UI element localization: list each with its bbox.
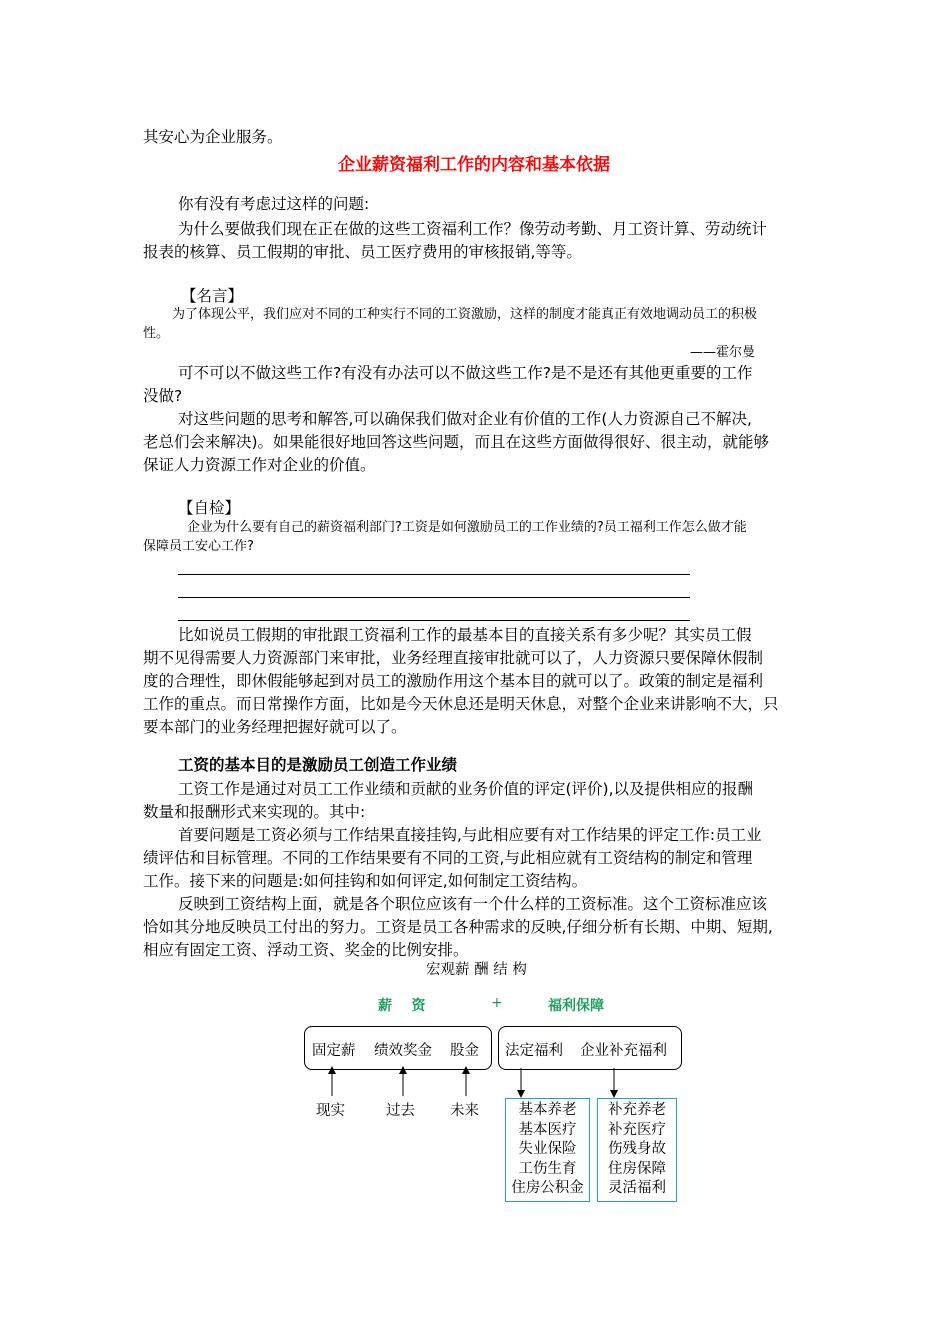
- quote-line: 性。: [143, 326, 170, 341]
- welfare-label: 福利保障: [548, 998, 604, 1014]
- paragraph-line: 对这些问题的思考和解答,可以确保我们做对企业有价值的工作(人力资源自己不解决,: [178, 410, 752, 428]
- quote-author: ——霍尔曼: [690, 345, 756, 360]
- section-line: 恰如其分地反映员工付出的努力。工资是员工各种需求的反映,仔细分析有长期、中期、短期,: [143, 918, 773, 936]
- present-label: 现实: [316, 1103, 345, 1119]
- diagram-title: 宏观薪 酬 结 构: [426, 962, 527, 978]
- self-check-line: 保障员工安心工作?: [143, 539, 254, 554]
- supplement-items-list: [597, 1101, 677, 1199]
- paragraph-line: 比如说员工假期的审批跟工资福利工作的最基本目的直接关系有多少呢？其实员工假: [178, 626, 752, 644]
- intro-line: 报表的核算、员工假期的审批、员工医疗费用的审核报销,等等。: [143, 243, 582, 261]
- equity: 股金: [450, 1043, 479, 1059]
- salary-label: 薪 资: [378, 998, 426, 1014]
- plus-sign: +: [491, 995, 503, 1011]
- statutory-item: 住房公积金: [511, 1180, 584, 1196]
- future-label: 未来: [450, 1103, 479, 1119]
- past-label: 过去: [386, 1103, 415, 1119]
- paragraph-line: 度的合理性，即休假能够起到对员工的激励作用这个基本目的就可以了。政策的制定是福利: [143, 672, 764, 690]
- section-line: 工作。接下来的问题是:如何挂钩和如何评定,如何制定工资结构。: [143, 872, 588, 890]
- performance-bonus: 绩效奖金: [374, 1043, 432, 1059]
- statutory-item: 基本养老: [518, 1102, 577, 1118]
- supplement-item: 补充养老: [608, 1102, 666, 1118]
- supplement-item: 住房保障: [608, 1160, 666, 1177]
- paragraph-line: 要本部门的业务经理把握好就可以了。: [143, 718, 407, 736]
- self-check-heading: 【自检】: [178, 499, 241, 517]
- section-line: 数量和报酬形式来实现的。其中:: [143, 803, 366, 821]
- supplement-item: 补充医疗: [608, 1121, 666, 1138]
- section-line: 相应有固定工资、浮动工资、奖金的比例安排。: [143, 941, 469, 959]
- statutory-item: 失业保险: [518, 1141, 577, 1157]
- top-line: 其安心为企业服务。: [143, 128, 283, 146]
- section-heading: 工资的基本目的是激励员工创造工作业绩: [178, 756, 458, 774]
- quote-heading: 【名言】: [181, 287, 244, 305]
- supplement-item: 伤残身故: [608, 1141, 666, 1157]
- self-check-line: 企业为什么要有自己的薪资福利部门?工资是如何激励员工的工作业绩的?员工福利工作怎么做才能: [187, 520, 747, 535]
- section-line: 绩评估和目标管理。不同的工作结果要有不同的工资,与此相应就有工资结构的制定和管理: [143, 849, 753, 867]
- quote-line: 为了体现公平，我们应对不同的工种实行不同的工资激励，这样的制度才能真正有效地调动员工的积极: [172, 307, 758, 322]
- statutory-welfare: 法定福利: [505, 1043, 563, 1059]
- statutory-items-list: [505, 1101, 590, 1199]
- supplement-item: 灵活福利: [608, 1180, 666, 1196]
- section-line: 首要问题是工资必须与工作结果直接挂钩,与此相应要有对工作结果的评定工作:员工业: [178, 826, 762, 844]
- fixed-pay: 固定薪: [312, 1043, 356, 1059]
- intro-question: 你有没有考虑过这样的问题:: [178, 195, 370, 213]
- paragraph-line: 工作的重点。而日常操作方面，比如是今天休息还是明天休息，对整个企业来讲影响不大，只: [143, 695, 779, 713]
- statutory-item: 基本医疗: [518, 1121, 577, 1138]
- supplementary-welfare: 企业补充福利: [580, 1043, 667, 1059]
- section-line: 反映到工资结构上面，就是各个职位应该有一个什么样的工资标准。这个工资标准应该: [178, 895, 768, 913]
- intro-line: 为什么要做我们现在正在做的这些工资福利工作？像劳动考勤、月工资计算、劳动统计: [178, 220, 768, 238]
- section-line: 工资工作是通过对员工工作业绩和贡献的业务价值的评定(评价),以及提供相应的报酬: [178, 780, 754, 798]
- paragraph-line: 没做?: [143, 387, 183, 405]
- paragraph-line: 可不可以不做这些工作?有没有办法可以不做这些工作?是不是还有其他更重要的工作: [178, 364, 753, 382]
- paragraph-line: 保证人力资源工作对企业的价值。: [143, 456, 376, 474]
- paragraph-line: 期不见得需要人力资源部门来审批，业务经理直接审批就可以了，人力资源只要保障休假制: [143, 649, 764, 667]
- paragraph-line: 老总们会来解决)。如果能很好地回答这些问题，而且在这些方面做得很好、很主动，就能够: [143, 433, 770, 451]
- page-title: 企业薪资福利工作的内容和基本依据: [338, 155, 610, 175]
- statutory-item: 工伤生育: [518, 1160, 577, 1177]
